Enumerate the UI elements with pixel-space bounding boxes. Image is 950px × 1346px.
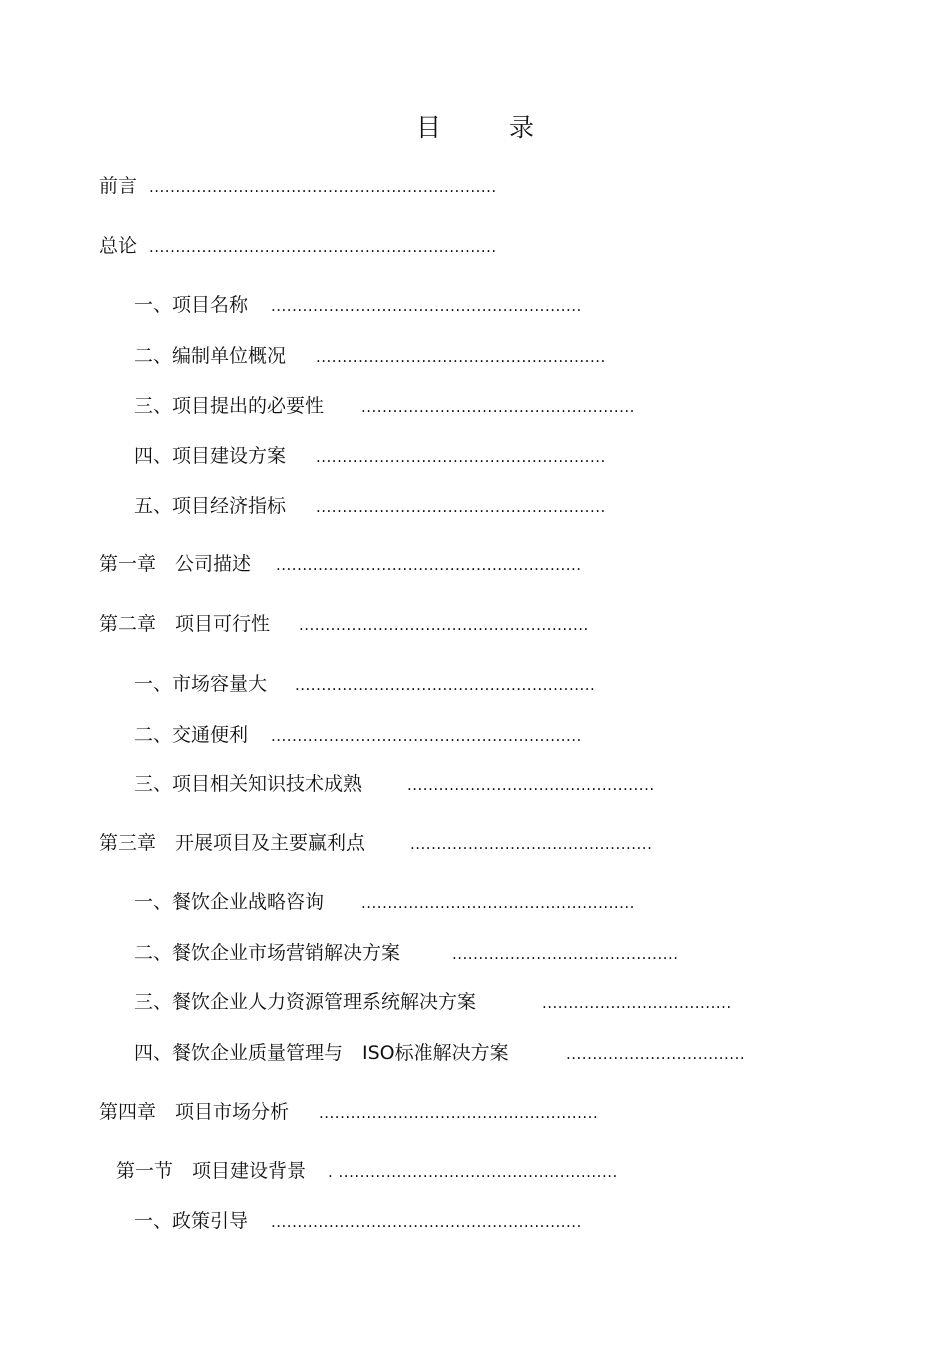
toc-entry-iso-quality[interactable] xyxy=(134,1039,746,1067)
toc-leader-dots: .................................................... xyxy=(361,398,635,416)
toc-leader-dots: ........................................... xyxy=(452,945,679,963)
toc-entry-hr-management[interactable] xyxy=(134,988,732,1016)
toc-entry-label: 一、市场容量大 xyxy=(134,673,268,695)
toc-leader-dots: . ..................................................... xyxy=(328,1163,618,1181)
toc-entry-label: 第三章 开展项目及主要赢利点 xyxy=(99,832,366,854)
toc-entry-marketing[interactable] xyxy=(134,939,679,967)
toc-entry-label: 二、编制单位概况 xyxy=(134,345,287,367)
toc-entry-label: 一、政策引导 xyxy=(134,1210,249,1232)
toc-leader-dots: .......................................................... xyxy=(276,556,582,574)
toc-leader-dots: ..................................................... xyxy=(319,1104,599,1122)
toc-leader-dots: ....................................................... xyxy=(316,348,606,366)
toc-entry-transport[interactable] xyxy=(134,721,582,749)
toc-entry-label: 四、餐饮企业质量管理与 ISO标准解决方案 xyxy=(134,1042,509,1064)
toc-entry-label: 第一章 公司描述 xyxy=(99,553,252,575)
toc-entry-label: 三、项目相关知识技术成熟 xyxy=(134,773,363,795)
toc-leader-dots: .................................................................. xyxy=(149,238,497,256)
toc-entry-label: 前言 xyxy=(99,175,138,197)
toc-entry-label: 三、餐饮企业人力资源管理系统解决方案 xyxy=(134,991,477,1013)
toc-leader-dots: .................................................................. xyxy=(149,178,497,196)
toc-entry-necessity[interactable] xyxy=(134,392,635,420)
toc-entry-policy-guidance[interactable] xyxy=(134,1207,582,1235)
toc-leader-dots: ........................................................... xyxy=(271,1213,582,1231)
toc-entry-technology[interactable] xyxy=(134,770,655,798)
toc-entry-label: 第二章 项目可行性 xyxy=(99,613,271,635)
toc-leader-dots: ........................................................... xyxy=(271,727,582,745)
toc-entry-unit-overview[interactable] xyxy=(134,342,606,370)
toc-entry-section-1[interactable] xyxy=(116,1157,618,1185)
toc-entry-label: 二、餐饮企业市场营销解决方案 xyxy=(134,942,401,964)
toc-entry-strategy-consulting[interactable] xyxy=(134,888,635,916)
toc-entry-label: 一、项目名称 xyxy=(134,294,249,316)
toc-entry-chapter-3[interactable] xyxy=(99,829,653,857)
toc-title: 目 录 xyxy=(416,113,564,142)
toc-entry-overview[interactable] xyxy=(99,232,497,260)
toc-leader-dots: ............................................... xyxy=(407,776,655,794)
toc-leader-dots: .............................................. xyxy=(410,835,653,853)
toc-entry-label: 三、项目提出的必要性 xyxy=(134,395,325,417)
toc-leader-dots: ....................................................... xyxy=(316,498,606,516)
toc-entry-project-name[interactable] xyxy=(134,291,582,319)
toc-entry-economic-indicators[interactable] xyxy=(134,492,606,520)
toc-entry-label: 一、餐饮企业战略咨询 xyxy=(134,891,325,913)
toc-entry-chapter-4[interactable] xyxy=(99,1098,599,1126)
toc-entry-label: 四、项目建设方案 xyxy=(134,445,287,467)
toc-leader-dots: ........................................................... xyxy=(271,297,582,315)
toc-entry-construction-plan[interactable] xyxy=(134,442,606,470)
toc-leader-dots: ....................................................... xyxy=(316,448,606,466)
toc-leader-dots: .................................. xyxy=(566,1045,746,1063)
toc-entry-label: 第一节 项目建设背景 xyxy=(116,1160,307,1182)
toc-entry-market-capacity[interactable] xyxy=(134,670,596,698)
toc-leader-dots: .................................... xyxy=(542,994,732,1012)
toc-leader-dots: ....................................................... xyxy=(299,616,589,634)
toc-leader-dots: .................................................... xyxy=(361,894,635,912)
toc-entry-label: 第四章 项目市场分析 xyxy=(99,1101,290,1123)
toc-entry-chapter-1[interactable] xyxy=(99,550,582,578)
toc-entry-label: 总论 xyxy=(99,235,138,257)
toc-entry-label: 二、交通便利 xyxy=(134,724,249,746)
toc-entry-preface[interactable] xyxy=(99,172,497,200)
toc-entry-label: 五、项目经济指标 xyxy=(134,495,287,517)
toc-entry-chapter-2[interactable] xyxy=(99,610,589,638)
toc-leader-dots: ......................................................... xyxy=(295,676,596,694)
